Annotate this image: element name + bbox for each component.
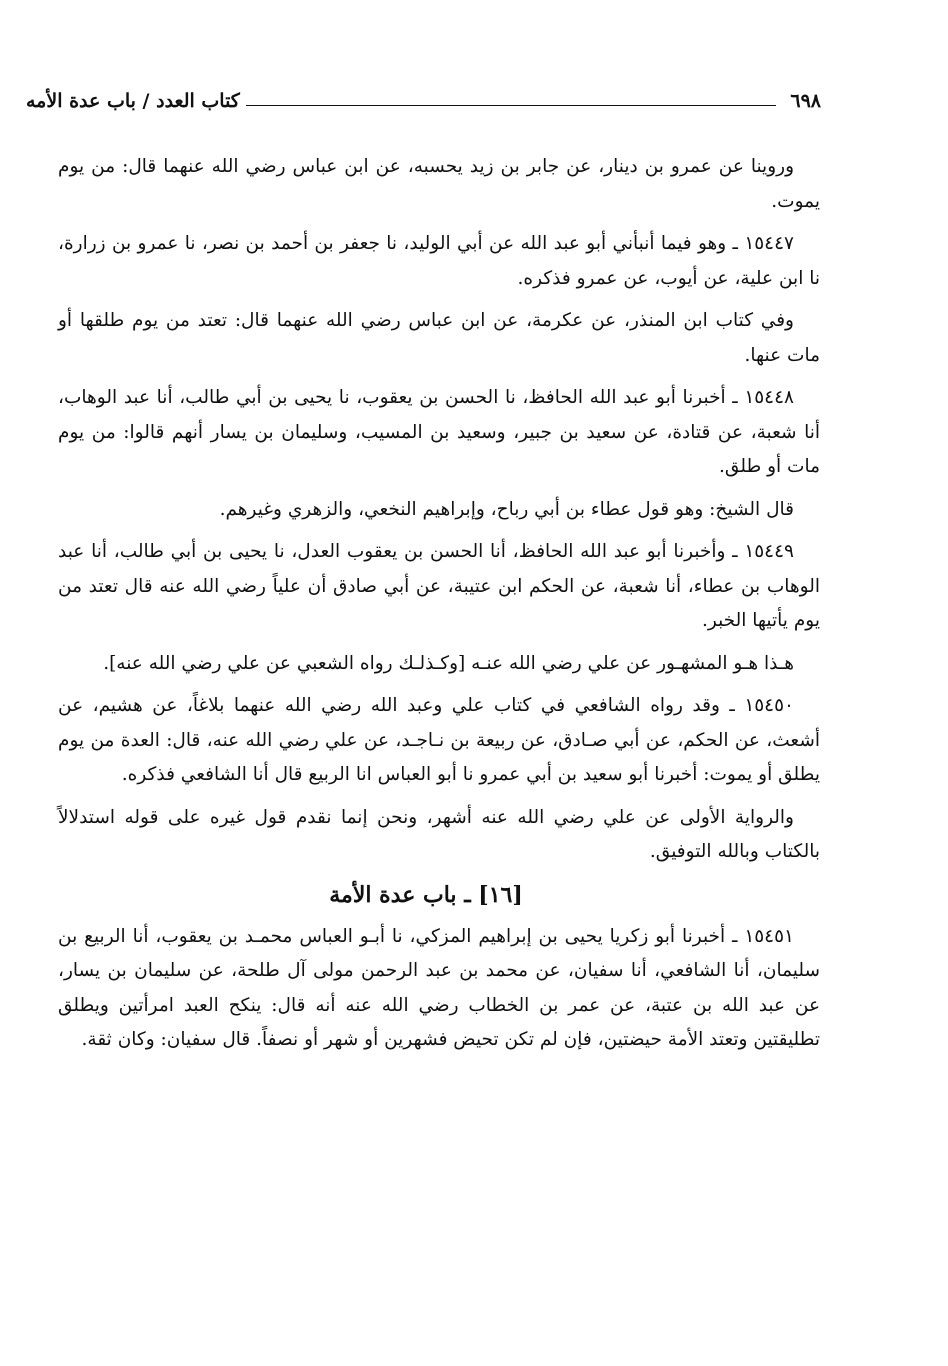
paragraph: وفي كتاب ابن المنذر، عن عكرمة، عن ابن عباس رضي الله عنهما قال: تعتد من يوم طلقها أو مات عنها. (58, 310, 820, 366)
paragraph: وروينا عن عمرو بن دينار، عن جابر بن زيد يحسبه، عن ابن عباس رضي الله عنهما قال: من يوم يموت. (58, 156, 820, 212)
paragraph: ١٥٤٤٨ ـ أخبرنا أبو عبد الله الحافظ، نا الحسن بن يعقوب، نا يحيى بن أبي طالب، أنا عبد الوهاب، أنا شعبة، عن قتادة، عن سعيد بن جبير، وسعيد بن المسيب، وسليمان بن يسار أنهم قالوا: من يوم مات أو طلق. (58, 387, 820, 477)
paragraph: ١٥٤٥١ ـ أخبرنا أبو زكريا يحيى بن إبراهيم المزكي، نا أبـو العباس محمـد بن يعقوب، أنا الربيع بن سليمان، أنا الشافعي، أنا سفيان، عن محمد بن عبد الرحمن مولى آل طلحة، عن سليمان بن يسار، عن عبد الله بن عتبة، عن عمر بن الخطاب رضي الله عنه أنه قال: ينكح العبد امرأتين ويطلق تطليقتين وتعتد الأمة حيضتين، فإن لم تكن تحيض فشهرين أو شهر أو نصفاً. قال سفيان: وكان ثقة. (58, 925, 820, 1050)
running-title: كتاب العدد / باب عدة الأمه (26, 90, 240, 112)
paragraph: والرواية الأولى عن علي رضي الله عنه أشهر، ونحن إنما نقدم قول غيره على قوله استدلالاً بالكتاب وبالله التوفيق. (58, 806, 820, 862)
section-heading: [١٦] ـ باب عدة الأمة (329, 881, 523, 908)
paragraph: قال الشيخ: وهو قول عطاء بن أبي رباح، وإبراهيم النخعي، والزهري وغيرهم. (219, 498, 794, 520)
paragraph: ١٥٤٥٠ ـ وقد رواه الشافعي في كتاب علي وعبد الله رضي الله عنهما بلاغاً، عن هشيم، عن أشعث، عن الحكم، عن أبي صـادق، عن ربيعة بن نـاجـد، عن علي رضي الله عنه، قال: العدة من يوم يطلق أو يموت: أخبرنا أبو سعيد بن أبي عمرو نا أبو العباس انا الربيع قال أنا الشافعي فذكره. (58, 695, 820, 785)
page-number: ٦٩٨ (790, 90, 821, 112)
header-rule (246, 105, 777, 106)
paragraph: ١٥٤٤٩ ـ وأخبرنا أبو عبد الله الحافظ، أنا الحسن بن يعقوب العدل، نا يحيى بن أبي طالب، أنا عبد الوهاب بن عطاء، أنا شعبة، عن الحكم ابن عتيبة، عن أبي صادق أن علياً رضي الله عنه قال تعتد من يوم يأتيها الخبر. (58, 541, 820, 631)
running-header (26, 84, 821, 118)
main-text (58, 150, 820, 1066)
paragraph: هـذا هـو المشهـور عن علي رضي الله عنـه [وكـذلـك رواه الشعبي عن علي رضي الله عنه]. (103, 652, 794, 674)
paragraph: ١٥٤٤٧ ـ وهو فيما أنبأني أبو عبد الله عن أبي الوليد، نا جعفر بن أحمد بن نصر، نا عمرو بن زرارة، نا ابن علية، عن أيوب، عن عمرو فذكره. (58, 233, 820, 289)
